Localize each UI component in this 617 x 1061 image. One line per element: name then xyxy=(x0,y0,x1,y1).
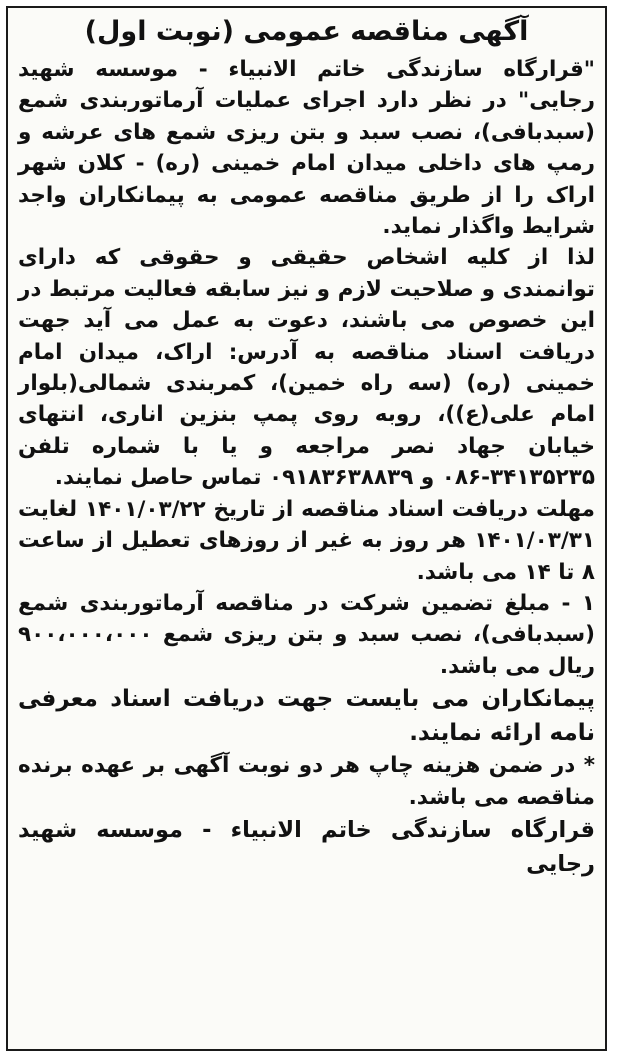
contractors-note: پیمانکاران می بایست جهت دریافت اسناد معرفی نامه ارائه نمایند. xyxy=(18,686,595,747)
notice-title: آگهی مناقصه عمومی (نوبت اول) xyxy=(84,16,529,47)
deadline-paragraph: مهلت دریافت اسناد مناقصه از تاریخ ۱۴۰۱/۰۳/۲۲ لغایت ۱۴۰۱/۰۳/۳۱ هر روز به غیر از روزهای تعطیل از ساعت ۸ تا ۱۴ می باشد. xyxy=(18,496,595,585)
guarantee-paragraph: ۱ - مبلغ تضمین شرکت در مناقصه آرماتوربندی شمع (سبدبافی)، نصب سبد و بتن ریزی شمع ۹۰۰،۰۰۰،۰۰۰ ریال می باشد. xyxy=(18,590,595,679)
tender-notice xyxy=(6,6,607,1051)
cost-note: * در ضمن هزینه چاپ هر دو نوبت آگهی بر عهده برنده مناقصه می باشد. xyxy=(18,753,595,810)
signature-line: قرارگاه سازندگی خاتم الانبیاء - موسسه شهید رجایی xyxy=(18,816,595,877)
intro-paragraph: "قرارگاه سازندگی خاتم الانبیاء - موسسه شهید رجایی" در نظر دارد اجرای عملیات آرماتوربندی شمع (سبدبافی)، نصب سبد و بتن ریزی شمع های عرشه و رمپ های داخلی میدان امام خمینی (ره) - کلان شهر اراک را از طریق مناقصه عمومی به پیمانکاران واجد شرایط واگذار نماید. xyxy=(18,57,595,240)
invitation-paragraph: لذا از کلیه اشخاص حقیقی و حقوقی که دارای توانمندی و صلاحیت لازم و نیز سابقه فعالیت مرتبط در این خصوص می باشند، دعوت به عمل می آید جهت دریافت اسناد مناقصه به آدرس: اراک، میدان امام خمینی (ره) (سه راه خمین)، کمربندی شمالی(بلوار امام علی(ع))، روبه روی پمپ بنزین اناری، انتهای خیابان جهاد نصر مراجعه و یا با شماره تلفن ۳۴۱۳۵۲۳۵-۰۸۶ و ۰۹۱۸۳۶۳۸۸۳۹ تماس حاصل نمایند. xyxy=(18,245,595,491)
